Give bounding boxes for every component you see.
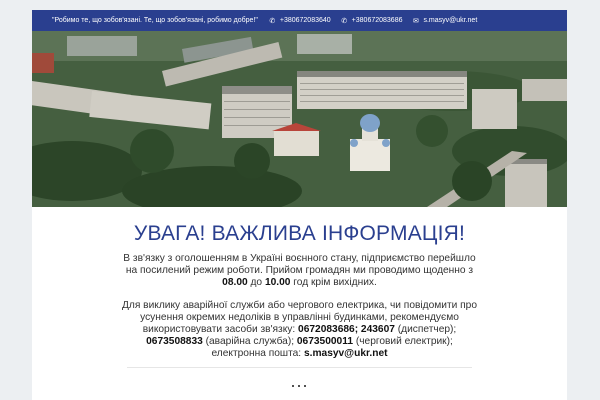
phone-icon: ✆ (341, 17, 348, 25)
divider (127, 367, 472, 368)
top-info-bar (32, 10, 567, 31)
electrician-phone: 0673500011 (296, 336, 353, 347)
contact-email: s.masyv@ukr.net (303, 348, 388, 359)
time-to: 10.00 (264, 277, 291, 288)
time-from: 08.00 (222, 277, 248, 288)
slogan-text: "Робимо те, що зобов'язані. Те, що зобов'язані, робимо добре!" (52, 17, 258, 24)
envelope-icon: ✉ (413, 17, 419, 25)
email-link[interactable] (411, 17, 477, 25)
email-text: s.masyv@ukr.net (423, 17, 478, 24)
phone-icon: ✆ (269, 17, 276, 25)
notice-section (32, 207, 567, 400)
notice-headline: УВАГА! ВАЖЛИВА ІНФОРМАЦІЯ! (133, 222, 466, 245)
phone-1-link[interactable] (268, 17, 331, 25)
dispatcher-phones: 0672083686; 243607 (298, 324, 395, 335)
notice-paragraph-hours: В зв'язку з оголошенням в Україні воєнного стану, підприємство перейшло на посилений режим роботи. Прийом громадян ми проводимо щоденно з 08.00 до 10.00 год крім вихідних. (123, 253, 476, 288)
more-indicator: ... (290, 371, 309, 391)
hero-city-photo (32, 31, 567, 207)
phone-2-link[interactable] (340, 17, 403, 25)
emergency-phone: 0673508833 (146, 336, 203, 347)
notice-paragraph-contacts: Для виклику аварійної служби або чергового електрика, чи повідомити про усунення окремих недоліків в управлінні будинками, рекомендуємо використовувати засоби зв'язку: 0672083686; 243607 (диспетчер); 0673508833 (аварійна служба); 0673500011 (черговий електрик); електронна пошта: s.masyv@ukr.net (121, 300, 478, 359)
phone-1-text: +380672083640 (279, 17, 331, 24)
phone-2-text: +380672083686 (351, 17, 403, 24)
